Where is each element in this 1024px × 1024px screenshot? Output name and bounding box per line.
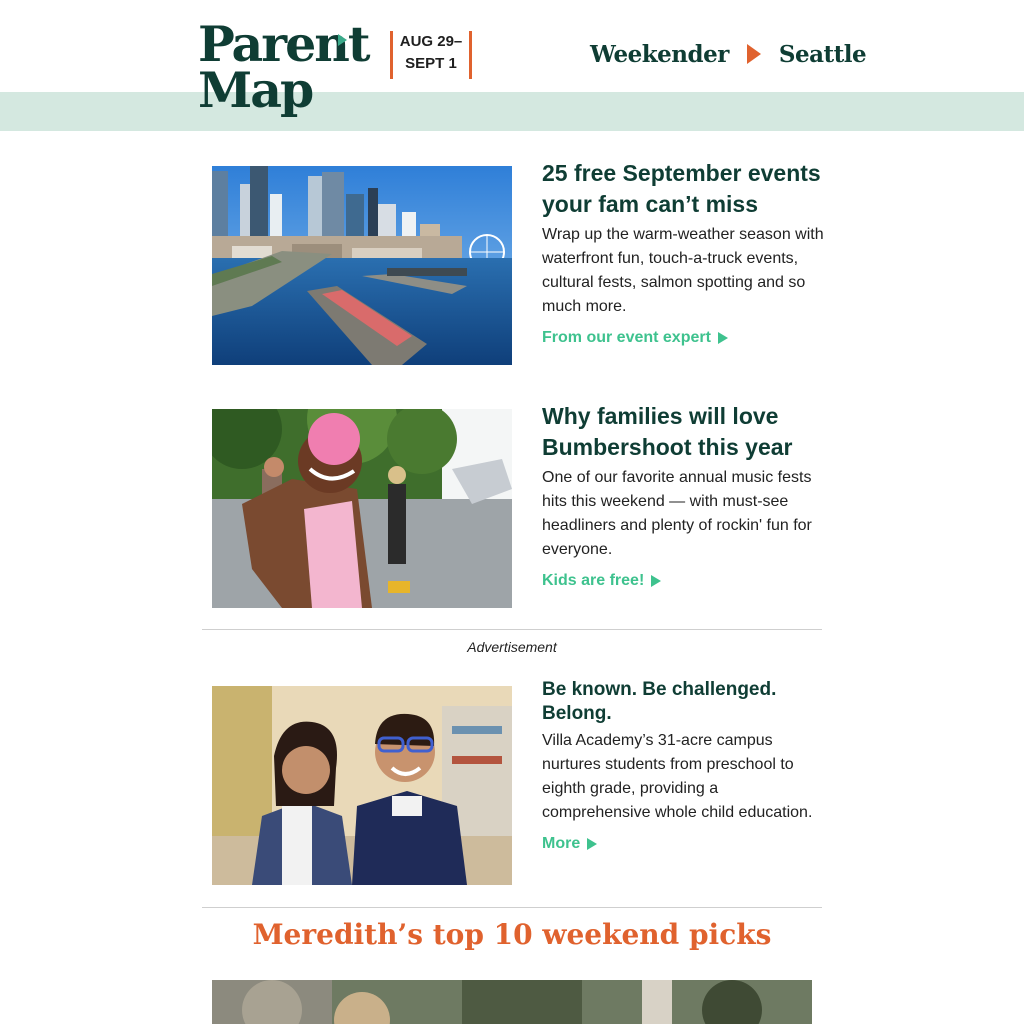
advertisement-label: Advertisement xyxy=(467,639,557,655)
date-end: SEPT 1 xyxy=(405,55,457,72)
play-arrow-icon xyxy=(651,575,661,587)
logo-line-1: Parent xyxy=(198,15,369,73)
city-label: Seattle xyxy=(778,40,867,68)
logo-line-2: Map xyxy=(198,61,313,119)
article-title[interactable]: 25 free September events your fam can’t miss xyxy=(542,160,821,217)
cta-label: Kids are free! xyxy=(542,572,645,589)
header-band xyxy=(0,92,1024,131)
date-start: AUG 29– xyxy=(399,33,463,50)
more-link[interactable] xyxy=(542,835,824,853)
parentmap-logo[interactable] xyxy=(198,15,369,122)
date-range xyxy=(390,31,472,79)
edition-label: Weekender xyxy=(590,40,729,68)
weekend-picks-heading: Meredith’s top 10 weekend picks xyxy=(252,918,772,951)
sponsored-description: Villa Academy’s 31-acre campus nurtures students from preschool to eighth grade, providing a comprehensive whole child education. xyxy=(542,732,813,821)
article-card xyxy=(212,401,824,611)
article-description: One of our favorite annual music fests hits this weekend — with must-see headliners and plenty of rockin' fun for everyone. xyxy=(542,469,812,558)
bumbershoot-roller-skaters-photo[interactable] xyxy=(212,409,512,608)
kids-free-link[interactable] xyxy=(542,572,824,590)
play-arrow-icon xyxy=(587,838,597,850)
sponsored-copy xyxy=(542,678,824,853)
article-title[interactable]: Why families will love Bumbershoot this year xyxy=(542,403,793,460)
play-arrow-icon xyxy=(747,44,761,64)
play-arrow-icon xyxy=(718,332,728,344)
cta-label: More xyxy=(542,835,581,852)
sponsored-card xyxy=(212,678,824,888)
weekend-picks-photo[interactable] xyxy=(212,980,812,1024)
section-divider xyxy=(202,907,822,908)
article-description: Wrap up the warm-weather season with waterfront fun, touch-a-truck events, cultural fests, salmon spotting and so much more. xyxy=(542,226,824,315)
seattle-waterfront-photo[interactable] xyxy=(212,166,512,365)
article-card xyxy=(212,158,824,378)
event-expert-link[interactable] xyxy=(542,329,824,347)
section-divider xyxy=(202,629,822,630)
cta-label: From our event expert xyxy=(542,329,711,346)
logo-play-icon xyxy=(338,34,347,46)
article-copy xyxy=(542,158,824,347)
article-copy xyxy=(542,401,824,590)
villa-academy-students-photo[interactable] xyxy=(212,686,512,885)
edition-title xyxy=(590,38,866,70)
email-header xyxy=(0,0,1024,92)
sponsored-title[interactable]: Be known. Be challenged. Belong. xyxy=(542,679,777,724)
